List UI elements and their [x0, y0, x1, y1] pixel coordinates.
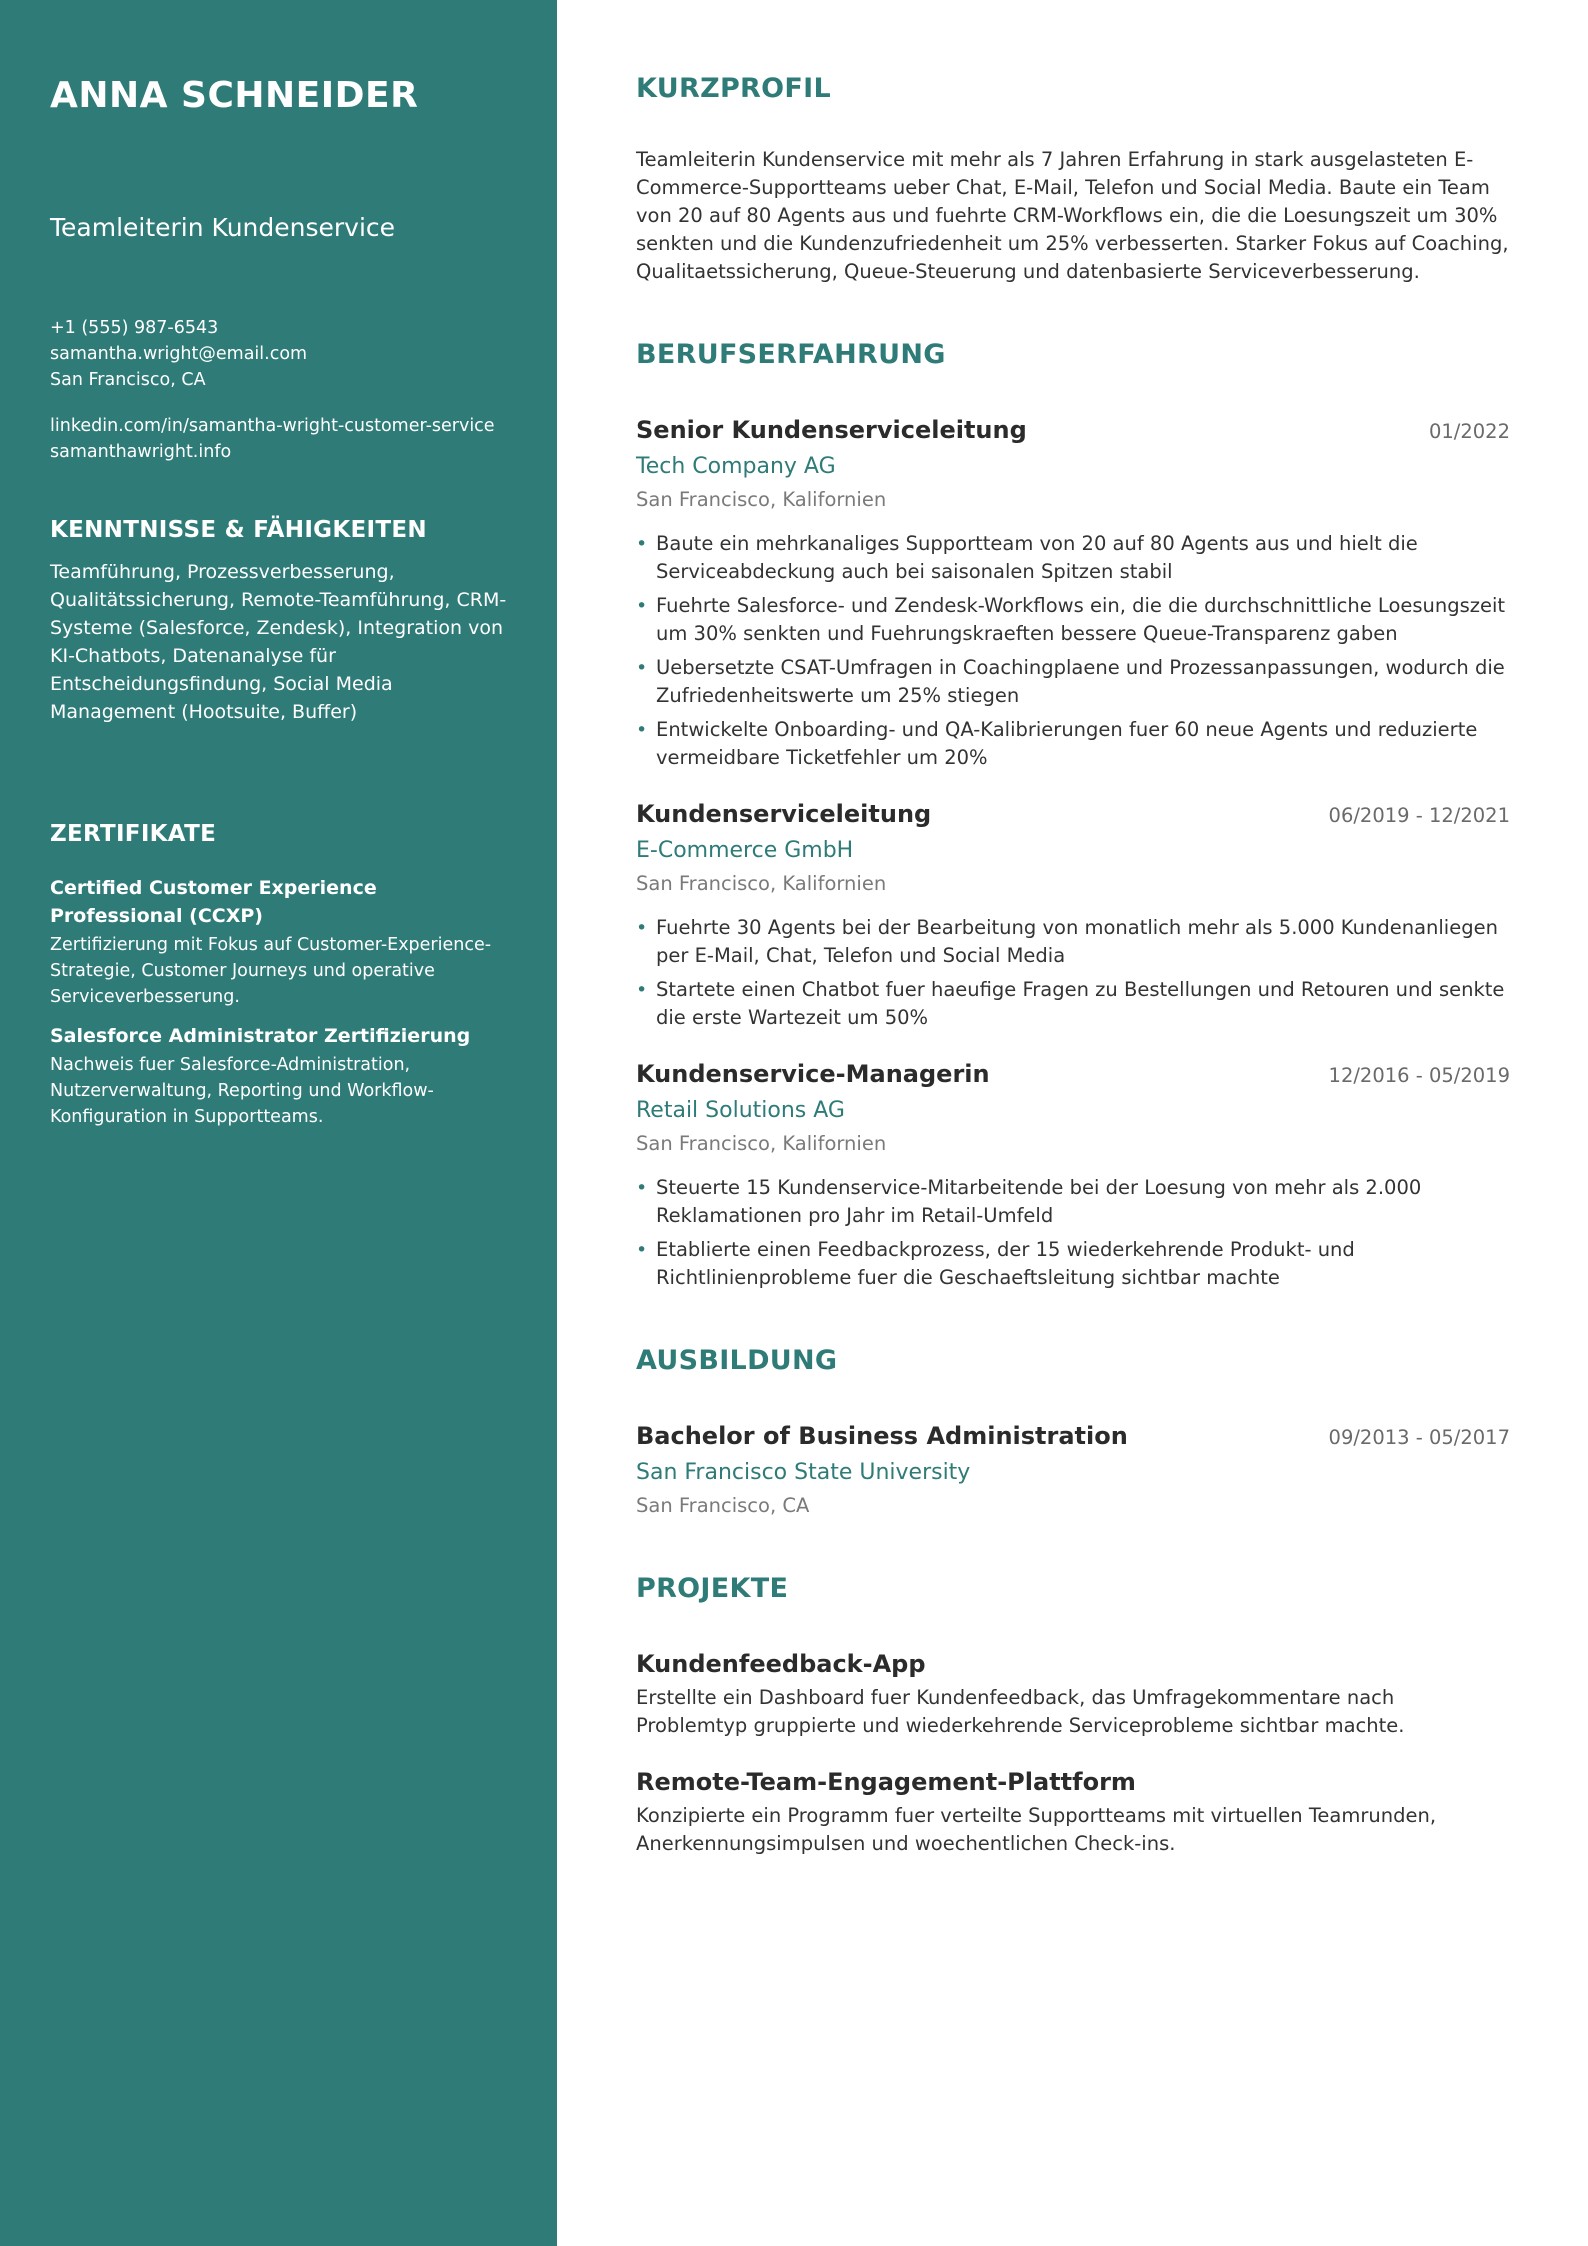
- job-header: [636, 412, 1510, 448]
- job-bullets: [636, 530, 1510, 772]
- bullet-item: [636, 976, 1510, 1032]
- bullet-item: [636, 530, 1510, 586]
- school-location: San Francisco, CA: [636, 1494, 810, 1517]
- job-title: Kundenservice-Managerin: [636, 1060, 990, 1088]
- bullet-icon: •: [636, 1177, 648, 1199]
- bullet-text: Fuehrte 30 Agents bei der Bearbeitung von monatlich mehr als 5.000 Kundenanliegen per E-Mail, Chat, Telefon und Social Media: [656, 916, 1498, 967]
- job-company: Retail Solutions AG: [636, 1098, 845, 1123]
- job-date: 12/2016 - 05/2019: [1328, 1064, 1510, 1087]
- job-location: San Francisco, Kalifornien: [636, 1132, 887, 1155]
- candidate-role: Teamleiterin Kundenservice: [50, 213, 396, 242]
- job-entry: [636, 796, 1510, 1032]
- candidate-name: ANNA SCHNEIDER: [50, 75, 419, 116]
- bullet-item: [636, 1174, 1510, 1230]
- projects-section: [636, 1570, 1510, 1858]
- profile-text: Teamleiterin Kundenservice mit mehr als 7 Jahren Erfahrung in stark ausgelasteten E-Commerce-Supportteams ueber Chat, E-Mail, Telefon und Social Media. Baute ein Team von 20 auf 80 Agents aus und fuehrte CRM-Workflows ein, die die Loesungszeit um 30% senkten und die Kundenzufriedenheit um 25% verbesserten. Starker Fokus auf Coaching, Qualitaetssicherung, Queue-Steuerung und datenbasierte Serviceverbesserung.: [636, 148, 1509, 283]
- project-title: Remote-Team-Engagement-Plattform: [636, 1768, 1136, 1796]
- education-header: [636, 1418, 1510, 1454]
- job-header: [636, 1056, 1510, 1092]
- bullet-icon: •: [636, 533, 648, 555]
- skills-heading: KENNTNISSE & FÄHIGKEITEN: [50, 517, 427, 543]
- job-title: Senior Kundenserviceleitung: [636, 416, 1027, 444]
- project-description: Erstellte ein Dashboard fuer Kundenfeedback, das Umfragekommentare nach Problemtyp gruppierte und wiederkehrende Serviceprobleme sichtbar machte.: [636, 1686, 1405, 1737]
- bullet-text: Steuerte 15 Kundenservice-Mitarbeitende bei der Loesung von mehr als 2.000 Reklamationen pro Jahr im Retail-Umfeld: [656, 1176, 1422, 1227]
- job-entry: [636, 412, 1510, 772]
- education-heading: AUSBILDUNG: [636, 1345, 838, 1376]
- bullet-text: Startete einen Chatbot fuer haeufige Fragen zu Bestellungen und Retouren und senkte die erste Wartezeit um 50%: [656, 978, 1505, 1029]
- job-company: Tech Company AG: [636, 454, 836, 479]
- bullet-text: Entwickelte Onboarding- und QA-Kalibrierungen fuer 60 neue Agents und reduzierte vermeidbare Ticketfehler um 20%: [656, 718, 1478, 769]
- bullet-item: [636, 1236, 1510, 1292]
- sidebar: [0, 0, 557, 2246]
- certificate-item: [50, 1022, 507, 1130]
- education-date: 09/2013 - 05/2017: [1328, 1426, 1510, 1449]
- bullet-icon: •: [636, 1239, 648, 1261]
- certificate-item: [50, 874, 507, 1010]
- job-date: 06/2019 - 12/2021: [1328, 804, 1510, 827]
- experience-heading: BERUFSERFAHRUNG: [636, 339, 946, 370]
- bullet-icon: •: [636, 979, 648, 1001]
- job-bullets: [636, 1174, 1510, 1292]
- certificate-title: Certified Customer Experience Professional (CCXP): [50, 877, 377, 927]
- certificate-description: Nachweis fuer Salesforce-Administration, Nutzerverwaltung, Reporting und Workflow-Konfiguration in Supportteams.: [50, 1055, 434, 1127]
- education-section: [636, 1342, 1510, 1520]
- education-entry: [636, 1418, 1510, 1520]
- degree-title: Bachelor of Business Administration: [636, 1422, 1128, 1450]
- profile-section: [636, 70, 1510, 286]
- certificate-title: Salesforce Administrator Zertifizierung: [50, 1025, 471, 1047]
- bullet-item: [636, 914, 1510, 970]
- bullet-text: Fuehrte Salesforce- und Zendesk-Workflows ein, die die durchschnittliche Loesungszeit um 30% senkten und Fuehrungskraeften bessere Queue-Transparenz gaben: [656, 594, 1506, 645]
- profile-heading: KURZPROFIL: [636, 73, 831, 104]
- job-entry: [636, 1056, 1510, 1292]
- bullet-icon: •: [636, 917, 648, 939]
- bullet-text: Uebersetzte CSAT-Umfragen in Coachingplaene und Prozessanpassungen, wodurch die Zufriedenheitswerte um 25% stiegen: [656, 656, 1505, 707]
- bullet-icon: •: [636, 719, 648, 741]
- main-content: [557, 0, 1588, 2246]
- project-title: Kundenfeedback-App: [636, 1650, 926, 1678]
- contact-location: San Francisco, CA: [50, 370, 206, 390]
- certificates-heading: ZERTIFIKATE: [50, 821, 217, 847]
- links-block: [50, 413, 507, 465]
- bullet-item: [636, 592, 1510, 648]
- job-date: 01/2022: [1428, 420, 1510, 443]
- contact-block: [50, 315, 507, 393]
- school-name: San Francisco State University: [636, 1460, 971, 1485]
- job-header: [636, 796, 1510, 832]
- bullet-icon: •: [636, 657, 648, 679]
- contact-email[interactable]: samantha.wright@email.com: [50, 344, 308, 364]
- project-description: Konzipierte ein Programm fuer verteilte Supportteams mit virtuellen Teamrunden, Anerkennungsimpulsen und woechentlichen Check-ins.: [636, 1804, 1437, 1855]
- project-item: [636, 1764, 1510, 1858]
- bullet-item: [636, 654, 1510, 710]
- job-bullets: [636, 914, 1510, 1032]
- bullet-text: Etablierte einen Feedbackprozess, der 15 wiederkehrende Produkt- und Richtlinienprobleme fuer die Geschaeftsleitung sichtbar machte: [656, 1238, 1355, 1289]
- project-item: [636, 1646, 1510, 1740]
- job-location: San Francisco, Kalifornien: [636, 488, 887, 511]
- bullet-text: Baute ein mehrkanaliges Supportteam von 20 auf 80 Agents aus und hielt die Serviceabdeckung auch bei saisonalen Spitzen stabil: [656, 532, 1418, 583]
- contact-phone: +1 (555) 987-6543: [50, 318, 219, 338]
- bullet-item: [636, 716, 1510, 772]
- linkedin-link[interactable]: linkedin.com/in/samantha-wright-customer-service: [50, 416, 495, 436]
- job-title: Kundenserviceleitung: [636, 800, 932, 828]
- website-link[interactable]: samanthawright.info: [50, 442, 232, 462]
- job-location: San Francisco, Kalifornien: [636, 872, 887, 895]
- projects-heading: PROJEKTE: [636, 1573, 789, 1604]
- skills-text: Teamführung, Prozessverbesserung, Qualitätssicherung, Remote-Teamführung, CRM-Systeme (Salesforce, Zendesk), Integration von KI-Chatbots, Datenanalyse für Entscheidungsfindung, Social Media Management (Hootsuite, Buffer): [50, 561, 507, 723]
- job-company: E-Commerce GmbH: [636, 838, 854, 863]
- bullet-icon: •: [636, 595, 648, 617]
- experience-section: [636, 336, 1510, 1292]
- certificate-description: Zertifizierung mit Fokus auf Customer-Experience-Strategie, Customer Journeys und operative Serviceverbesserung.: [50, 935, 492, 1007]
